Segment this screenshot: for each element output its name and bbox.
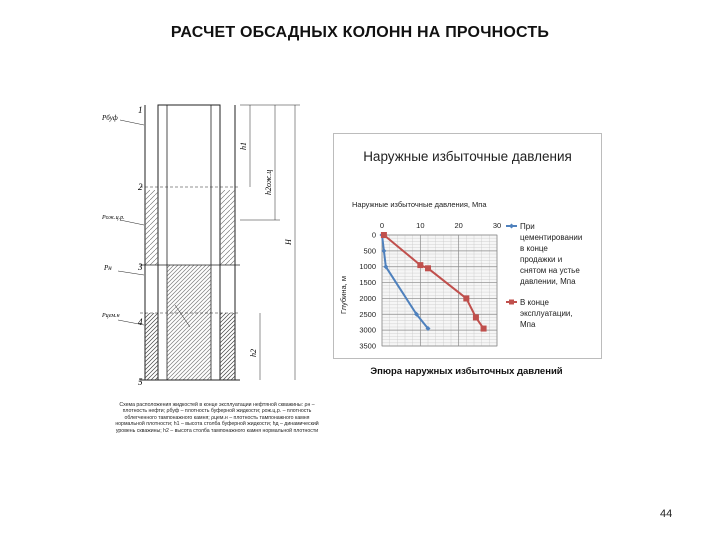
scheme-pressure-label: Pож.ц.р. <box>102 215 125 221</box>
legend-marker <box>509 224 514 229</box>
y-tick-label: 3000 <box>359 325 376 335</box>
scheme-dimension-label: h1 <box>239 142 248 150</box>
y-tick-label: 1000 <box>359 262 376 272</box>
x-tick-label: 10 <box>416 221 425 230</box>
scheme-pressure-label: Pцем.н <box>102 313 120 319</box>
y-tick-label: 2000 <box>359 293 376 303</box>
scheme-point-label: 2 <box>138 182 143 192</box>
y-tick-label: 2500 <box>359 309 376 319</box>
data-point-marker <box>425 265 431 271</box>
x-tick-label: 0 <box>379 221 385 230</box>
scheme-pressure-label: Pбуф <box>102 114 118 122</box>
x-tick-label: 30 <box>492 221 502 230</box>
data-point-marker <box>381 232 387 238</box>
well-scheme-diagram <box>100 95 330 395</box>
slide-title: РАСЧЕТ ОБСАДНЫХ КОЛОНН НА ПРОЧНОСТЬ <box>170 24 550 41</box>
chart-xlabel: Наружные избыточные давления, Мпа <box>352 200 487 209</box>
scheme-point-label: 4 <box>138 317 143 327</box>
data-point-marker <box>473 314 479 320</box>
y-tick-label: 3500 <box>359 341 376 351</box>
chart-title: Наружные избыточные давления <box>363 149 572 164</box>
scheme-point-label: 5 <box>138 377 143 387</box>
chart-ylabel: Глубина, м <box>339 276 348 314</box>
y-tick-label: 1500 <box>359 278 376 288</box>
data-point-marker <box>481 326 487 332</box>
scheme-dimension-label: h2ож.ц <box>264 169 273 195</box>
legend-label: При цементировании в конце продажки и снятом на устье давлении, Мпа <box>520 222 583 286</box>
legend-label: В конце эксплуатации, Мпа <box>520 298 573 329</box>
plot-area <box>382 235 497 346</box>
scheme-dimension-label: h2 <box>249 349 258 357</box>
data-point-marker <box>417 262 423 268</box>
page-number: 44 <box>660 508 673 520</box>
y-tick-label: 0 <box>371 230 376 240</box>
y-tick-label: 500 <box>363 246 376 256</box>
x-tick-label: 20 <box>454 221 463 230</box>
scheme-point-label: 3 <box>138 262 143 272</box>
legend-marker <box>509 300 514 305</box>
data-point-marker <box>463 295 469 301</box>
chart-container <box>333 133 602 359</box>
scheme-caption: Схема расположения жидкостей в конце эксплуатации нефтяной скважины: ρн – плотность нефти; ρбуф – плотность буферной жидкости; ρож.ц.р. – плотность облегченного тампонажного камня; ρцем.н – плотность тампонажного камня нормальной плотности; h1 – высота столба буферной жидкости; hд – динамический уровень скважины; h2 – высота столба тампонажного камня нормальной плотности <box>115 402 319 434</box>
scheme-dimension-label: H <box>284 239 293 245</box>
scheme-pressure-label: Pн <box>104 264 112 272</box>
chart-caption: Эпюра наружных избыточных давлений <box>370 366 563 377</box>
scheme-point-label: 1 <box>138 105 143 115</box>
pressure-chart <box>334 134 601 358</box>
